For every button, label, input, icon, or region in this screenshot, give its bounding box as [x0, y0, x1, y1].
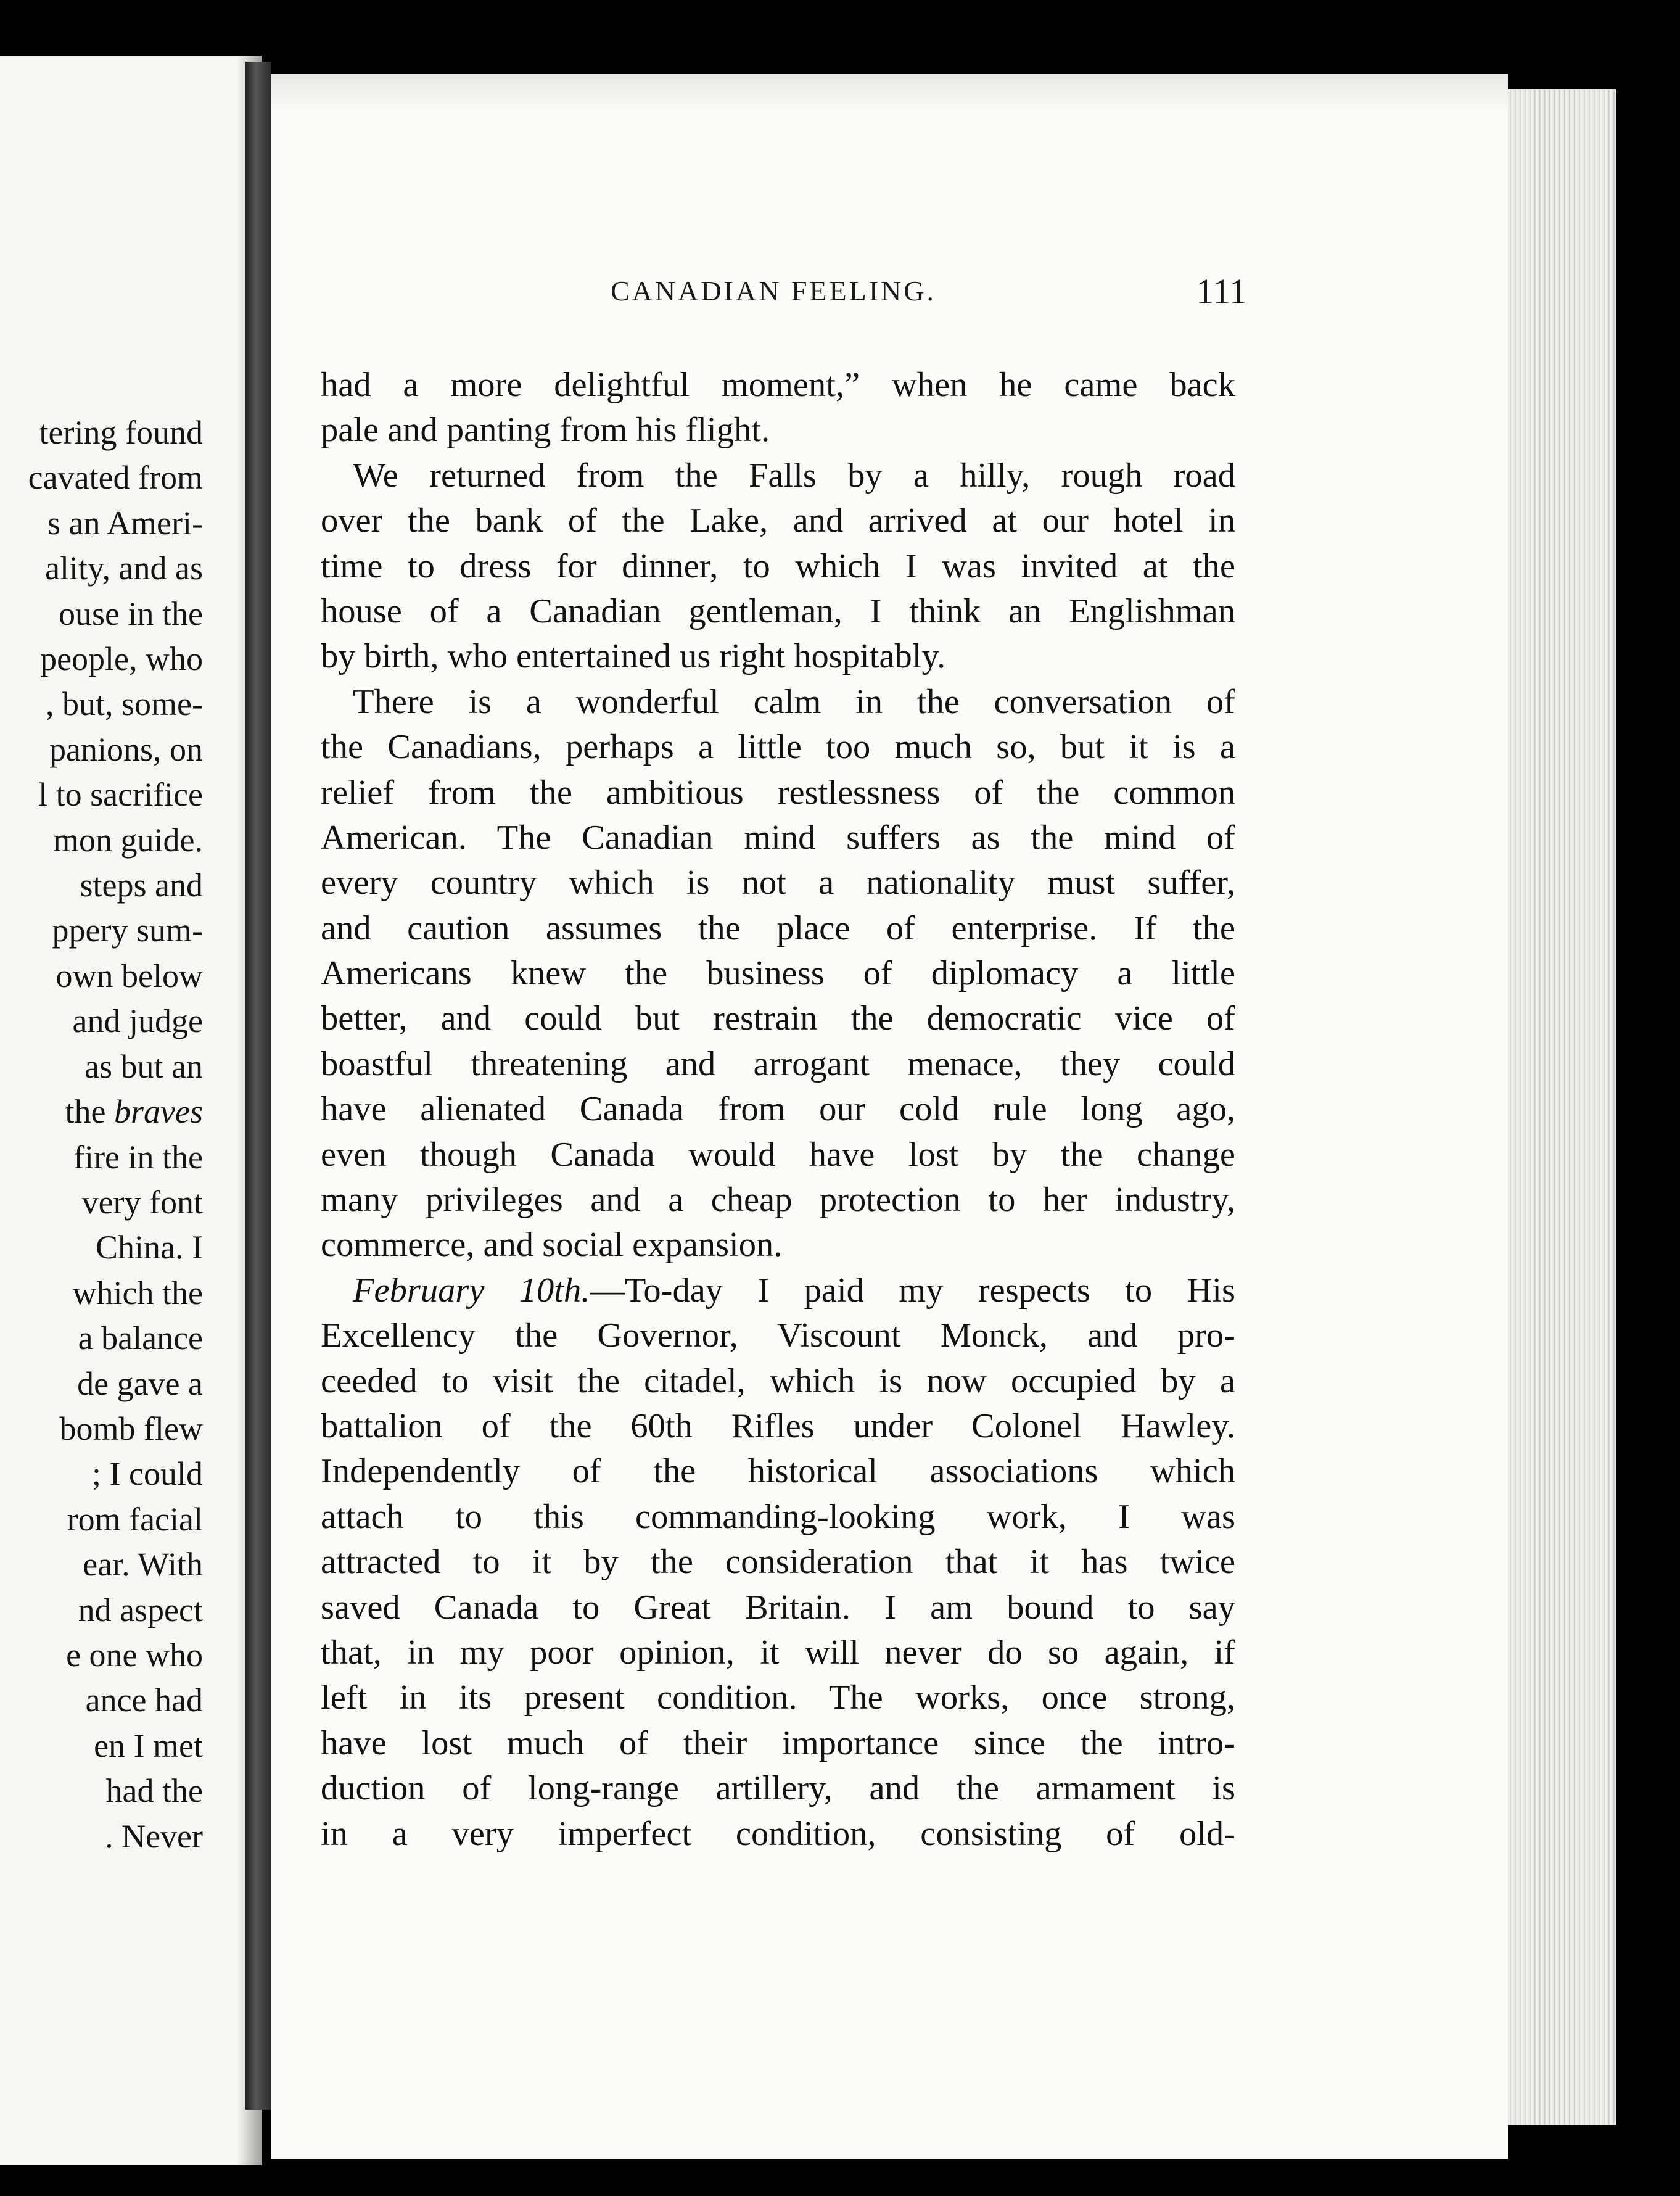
text-line: in a very imperfect condition, consisting of old- [321, 1814, 1235, 1853]
left-line: the braves [65, 1093, 203, 1131]
left-line: e one who [66, 1636, 203, 1674]
left-line: very font [81, 1183, 203, 1221]
text-line: battalion of the 60th Rifles under Colonel Hawley. [321, 1406, 1235, 1445]
left-line: nd aspect [78, 1591, 203, 1628]
page-shade [271, 74, 1508, 111]
text-line: Excellency the Governor, Viscount Monck, and pro- [321, 1316, 1235, 1355]
left-line: . Never [105, 1817, 203, 1855]
text-line: even though Canada would have lost by the change [321, 1135, 1235, 1174]
left-line: ance had [85, 1682, 203, 1719]
text-line: house of a Canadian gentleman, I think an Englishman [321, 592, 1235, 630]
page-number: 111 [1196, 271, 1247, 312]
text-line: relief from the ambitious restlessness of the common [321, 773, 1235, 812]
left-line: l to sacrifice [38, 776, 203, 814]
text-line: duction of long-range artillery, and the armament is [321, 1769, 1235, 1808]
running-title: CANADIAN FEELING. [611, 275, 936, 307]
text-line: American. The Canadian mind suffers as the mind of [321, 818, 1235, 857]
left-line: as but an [84, 1047, 203, 1085]
text-line: attach to this commanding-looking work, I was [321, 1497, 1235, 1536]
text-line: Americans knew the business of diplomacy a little [321, 954, 1235, 993]
text-line: boastful threatening and arrogant menace, they could [321, 1044, 1235, 1083]
left-line: had the [105, 1772, 203, 1810]
paragraph-start-line: We returned from the Falls by a hilly, rough road [353, 456, 1235, 495]
left-line: fire in the [73, 1138, 203, 1176]
left-line: de gave a [77, 1364, 203, 1402]
left-line: mon guide. [53, 821, 203, 859]
text-line: ceeded to visit the citadel, which is now occupied by a [321, 1361, 1235, 1400]
left-line: ality, and as [45, 550, 203, 587]
text-line: commerce, and social expansion. [321, 1226, 783, 1265]
left-page-text [28, 410, 203, 1859]
book-spine [245, 62, 271, 2110]
text-line: every country which is not a nationality must suffer, [321, 864, 1235, 902]
text-line: Independently of the historical associations which [321, 1452, 1235, 1491]
italic-word: braves [114, 1093, 203, 1131]
text-line: over the bank of the Lake, and arrived at our hotel in [321, 502, 1235, 540]
text-line: the Canadians, perhaps a little too much so, but it is a [321, 728, 1235, 767]
left-line: ppery sum- [52, 912, 203, 949]
left-line: cavated from [28, 459, 203, 497]
text-line: saved Canada to Great Britain. I am bound to say [321, 1588, 1235, 1627]
text-line: by birth, who entertained us right hospitably. [321, 637, 946, 676]
left-line: ; I could [92, 1455, 203, 1493]
left-line: bomb flew [59, 1410, 203, 1447]
text-line: better, and could but restrain the democratic vice of [321, 999, 1235, 1038]
left-line: China. I [96, 1229, 203, 1266]
text-line: many privileges and a cheap protection to her industry, [321, 1181, 1235, 1220]
page-edges [1508, 89, 1616, 2125]
running-header [321, 271, 1247, 330]
left-line: tering found [39, 414, 203, 451]
body-text [321, 363, 1235, 1857]
left-line: a balance [78, 1319, 203, 1357]
left-line: ear. With [83, 1546, 203, 1583]
text-line: time to dress for dinner, to which I was invited at the [321, 547, 1235, 585]
text-line: pale and panting from his flight. [321, 411, 770, 450]
left-line: en I met [94, 1727, 203, 1764]
text-line: have lost much of their importance since the intro- [321, 1723, 1235, 1762]
left-line: own below [56, 957, 203, 994]
left-line: , but, some- [46, 685, 203, 723]
date-heading: February 10th. [353, 1271, 590, 1310]
left-line: steps and [80, 867, 203, 904]
left-line: which the [72, 1274, 203, 1311]
text-line: attracted to it by the consideration that it has twice [321, 1543, 1235, 1582]
left-line: s an Ameri- [47, 504, 203, 542]
text-line: left in its present condition. The works, once strong, [321, 1678, 1235, 1717]
text-line: had a more delightful moment,” when he came back [321, 366, 1235, 404]
text-line: that, in my poor opinion, it will never do so again, if [321, 1633, 1235, 1672]
text-line: have alienated Canada from our cold rule long ago, [321, 1090, 1235, 1129]
left-line: people, who [40, 640, 203, 678]
date-paragraph-text: —To-day I paid my respects to His [590, 1271, 1235, 1310]
left-line: ouse in the [59, 595, 203, 632]
left-line: panions, on [49, 730, 203, 768]
paragraph-start-line: There is a wonderful calm in the conversation of [353, 682, 1235, 721]
paragraph-start-line [321, 1268, 1235, 1313]
text-line: and caution assumes the place of enterprise. If the [321, 909, 1235, 947]
left-page [0, 56, 262, 2165]
left-line: rom facial [67, 1500, 203, 1538]
left-line: and judge [72, 1002, 203, 1040]
